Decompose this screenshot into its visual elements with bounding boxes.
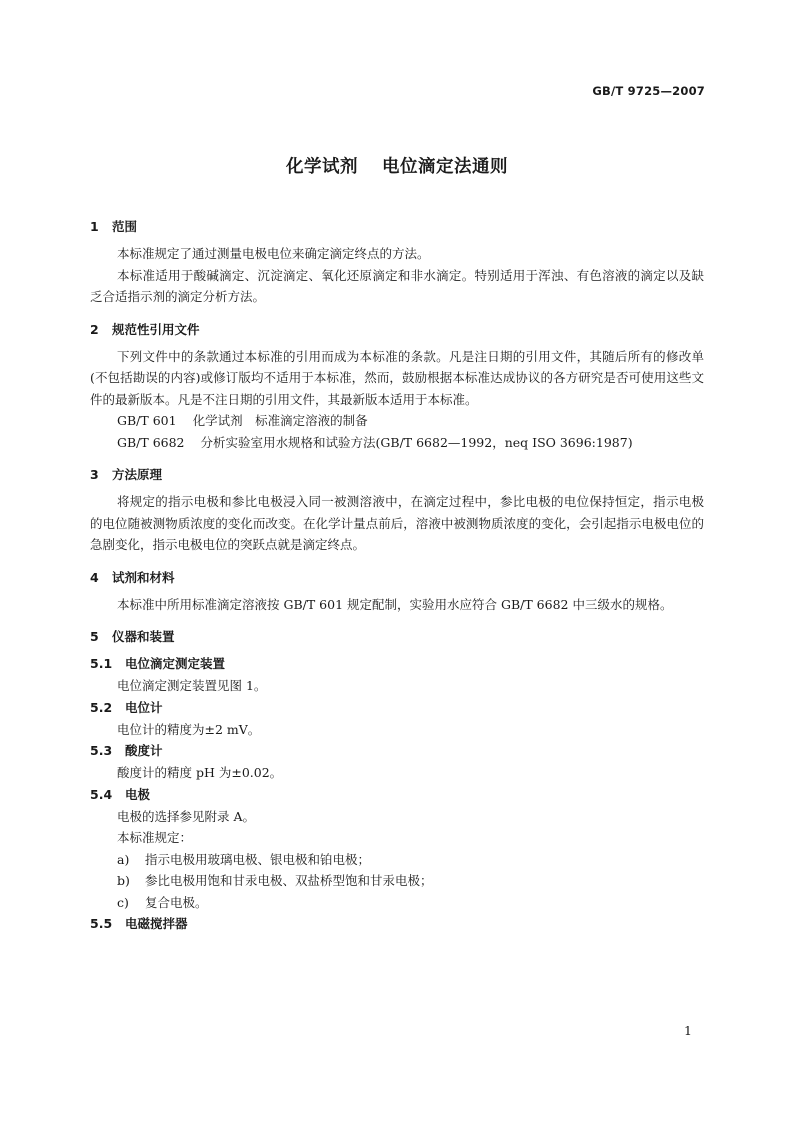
section-5-2-heading: 5.2 电位计 <box>90 699 163 715</box>
section-1-paragraph-1: 本标准规定了通过测量电极电位来确定滴定终点的方法。 <box>117 246 430 261</box>
section-5-5-heading: 5.5 电磁搅拌器 <box>90 916 188 931</box>
title-part-1: 化学试剂 <box>286 157 358 177</box>
section-5-heading: 5 仪器和装置 <box>90 629 175 644</box>
section-5-2-text: 电位计的精度为±2 mV。 <box>117 721 261 737</box>
document-body <box>90 217 704 935</box>
reference-gb-t-601: GB/T 601 化学试剂 标准滴定溶液的制备 <box>117 413 368 428</box>
section-5-4-text-2: 本标准规定： <box>117 830 193 845</box>
section-3-heading: 3 方法原理 <box>90 467 163 482</box>
page-number: 1 <box>684 1023 692 1038</box>
section-1-paragraph-2: 本标准适用于酸碱滴定、沉淀滴定、氧化还原滴定和非水滴定。特别适用于浑浊、有色溶液的滴定以及缺乏合适指示剂的滴定分析方法。 <box>90 267 704 304</box>
section-4-heading: 4 试剂和材料 <box>90 569 175 585</box>
section-2-heading: 2 规范性引用文件 <box>90 321 200 337</box>
standard-number: GB/T 9725—2007 <box>592 84 705 98</box>
title-part-2: 电位滴定法通则 <box>382 157 508 177</box>
list-item-b: b) 参比电极用饱和甘汞电极、双盐桥型饱和甘汞电极； <box>117 873 433 888</box>
section-3-paragraph: 将规定的指示电极和参比电极浸入同一被测溶液中，在滴定过程中，参比电极的电位保持恒定，指示电极的电位随被测物质浓度的变化而改变。在化学计量点前后，溶液中被测物质浓度的变化，会引起指示电极电位的急剧变化，指示电极电位的突跃点就是滴定终点。 <box>90 494 704 552</box>
section-5-1-text: 电位滴定测定装置见图 1。 <box>117 678 267 693</box>
reference-gb-t-6682: GB/T 6682 分析实验室用水规格和试验方法(GB/T 6682—1992，neq ISO 3696:1987) <box>117 434 633 450</box>
section-5-3-heading: 5.3 酸度计 <box>90 743 163 758</box>
section-5-4-heading: 5.4 电极 <box>90 786 151 802</box>
section-5-3-text: 酸度计的精度 pH 为±0.02。 <box>117 765 283 780</box>
section-4-paragraph: 本标准中所用标准滴定溶液按 GB/T 601 规定配制，实验用水应符合 GB/T 6682 中三级水的规格。 <box>117 596 673 612</box>
list-item-a: a) 指示电极用玻璃电极、银电极和铂电极； <box>117 851 371 867</box>
section-2-paragraph: 下列文件中的条款通过本标准的引用而成为本标准的条款。凡是注日期的引用文件，其随后所有的修改单(不包括勘误的内容)或修订版均不适用于本标准，然而，鼓励根据本标准达成协议的各方研究是否可使用这些文件的最新版本。凡是不注日期的引用文件，其最新版本适用于本标准。 <box>90 348 704 407</box>
list-item-c: c) 复合电极。 <box>117 894 208 910</box>
section-5-1-heading: 5.1 电位滴定测定装置 <box>90 656 226 671</box>
section-1-heading: 1 范围 <box>90 219 138 234</box>
section-5-4-text-1: 电极的选择参见附录 A。 <box>117 808 256 824</box>
document-title <box>0 153 794 178</box>
